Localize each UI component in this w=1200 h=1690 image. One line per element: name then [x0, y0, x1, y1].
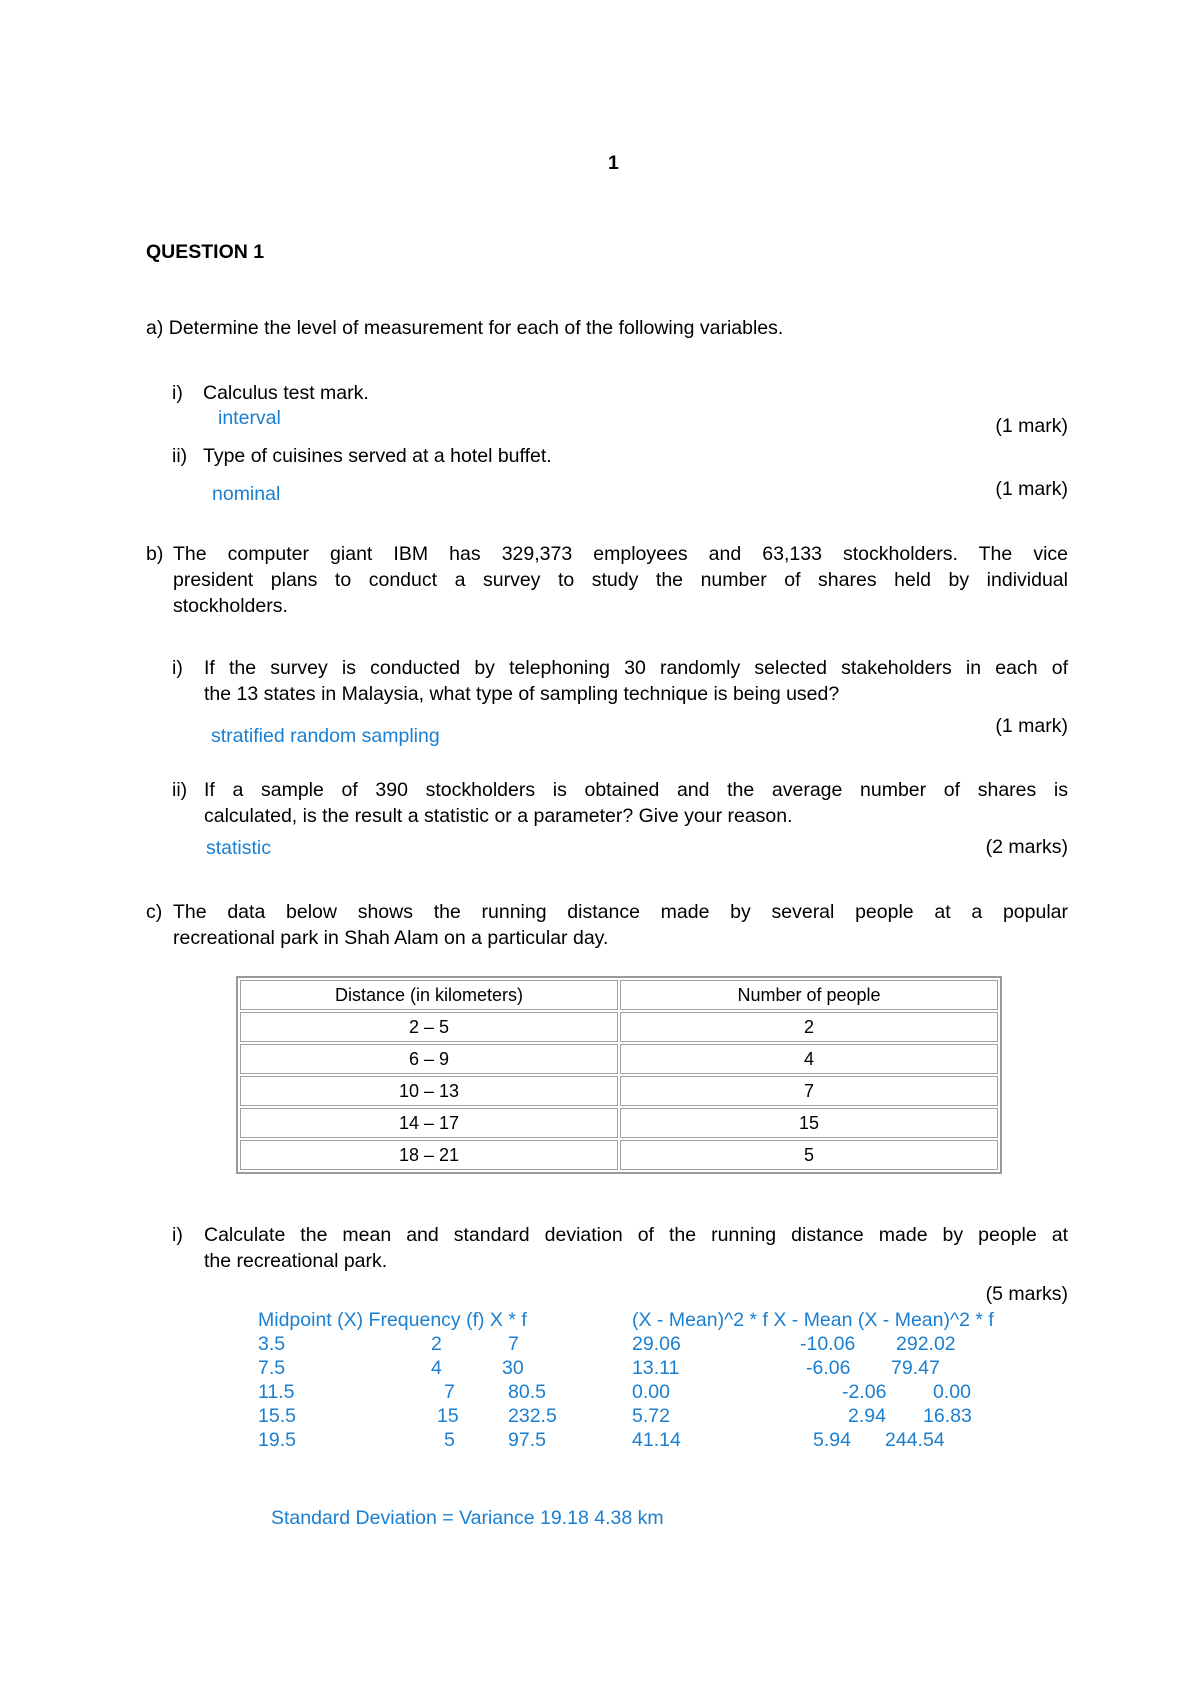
- part-a-i-answer: interval: [218, 407, 281, 429]
- part-b-i-text: [204, 655, 1068, 707]
- calc-cell: -6.06: [806, 1357, 851, 1379]
- calc-cell: 13.11: [632, 1357, 680, 1379]
- table-cell: 14 – 17: [240, 1108, 618, 1138]
- part-c-label: c): [146, 901, 163, 923]
- part-b-i-label: i): [172, 657, 183, 679]
- calc-cell: 5.94: [813, 1429, 851, 1451]
- calc-cell: 7: [444, 1381, 455, 1403]
- part-b-i-line: If the survey is conducted by telephoning 30 randomly selected stakeholders in each of: [204, 657, 1068, 679]
- calc-cell: 41.14: [632, 1429, 681, 1451]
- table-cell: 7: [620, 1076, 998, 1106]
- part-c-i-text: [204, 1222, 1068, 1274]
- calc-cell: 15.5: [258, 1405, 296, 1427]
- part-a-prompt: a) Determine the level of measurement for each of the following variables.: [146, 317, 784, 339]
- calc-cell: 7.5: [258, 1357, 286, 1379]
- calc-cell: 15: [437, 1405, 459, 1427]
- calc-cell: 11.5: [258, 1381, 295, 1403]
- part-b-i-mark: (1 mark): [995, 715, 1068, 737]
- part-b-label: b): [146, 543, 164, 565]
- calc-cell: 2.94: [848, 1405, 886, 1427]
- part-c-i-label: i): [172, 1224, 183, 1246]
- table-cell: 2: [620, 1012, 998, 1042]
- calc-header-left: Midpoint (X) Frequency (f) X * f: [258, 1309, 527, 1331]
- part-a-i-text: Calculus test mark.: [203, 382, 369, 404]
- table-row: [240, 1012, 998, 1042]
- calc-cell: 3.5: [258, 1333, 286, 1355]
- part-a-i-mark: (1 mark): [995, 415, 1068, 437]
- part-c-text: [173, 899, 1068, 951]
- table-cell: 4: [620, 1044, 998, 1074]
- table-row: [240, 1108, 998, 1138]
- calc-cell: 4: [431, 1357, 442, 1379]
- part-c-i-line: Calculate the mean and standard deviation of the running distance made by people at: [204, 1224, 1068, 1246]
- calc-cell: 244.54: [885, 1429, 945, 1451]
- calc-cell: 232.5: [508, 1405, 557, 1427]
- table-row: [240, 1140, 998, 1170]
- part-c-line: The data below shows the running distance made by several people at a popular: [173, 901, 1068, 923]
- part-a-ii-text: Type of cuisines served at a hotel buffet.: [203, 445, 552, 467]
- part-a-ii-answer: nominal: [212, 483, 281, 505]
- part-b-i-answer: stratified random sampling: [211, 725, 440, 747]
- part-a-i-label: i): [172, 382, 183, 404]
- table-header-row: [240, 980, 998, 1010]
- part-b-line: stockholders.: [173, 595, 288, 617]
- calc-cell: 29.06: [632, 1333, 681, 1355]
- table-row: [240, 1076, 998, 1106]
- distance-table: [236, 976, 1002, 1174]
- part-c-i-line: the recreational park.: [204, 1250, 388, 1272]
- calc-cell: -10.06: [800, 1333, 856, 1355]
- calc-header-right: (X - Mean)^2 * f X - Mean (X - Mean)^2 * f: [632, 1309, 994, 1331]
- part-a-ii-label: ii): [172, 445, 188, 467]
- part-b-ii-mark: (2 marks): [985, 836, 1068, 858]
- part-b-line: president plans to conduct a survey to study the number of shares held by individual: [173, 569, 1068, 591]
- part-b-ii-line: If a sample of 390 stockholders is obtained and the average number of shares is: [204, 779, 1068, 801]
- calc-cell: 30: [502, 1357, 524, 1379]
- calc-cell: -2.06: [842, 1381, 887, 1403]
- calc-cell: 0.00: [933, 1381, 971, 1403]
- part-b-i-line: the 13 states in Malaysia, what type of sampling technique is being used?: [204, 683, 840, 705]
- table-cell: 6 – 9: [240, 1044, 618, 1074]
- table-cell: 15: [620, 1108, 998, 1138]
- part-b-ii-label: ii): [172, 779, 188, 801]
- table-cell: 2 – 5: [240, 1012, 618, 1042]
- part-b-ii-line: calculated, is the result a statistic or a parameter? Give your reason.: [204, 805, 793, 827]
- calc-cell: 7: [508, 1333, 519, 1355]
- table-header-cell: Number of people: [620, 980, 998, 1010]
- table-header-cell: Distance (in kilometers): [240, 980, 618, 1010]
- calc-cell: 0.00: [632, 1381, 670, 1403]
- table-cell: 10 – 13: [240, 1076, 618, 1106]
- calc-cell: 19.5: [258, 1429, 296, 1451]
- part-b-text: [173, 541, 1068, 619]
- calc-cell: 97.5: [508, 1429, 546, 1451]
- calc-cell: 292.02: [896, 1333, 956, 1355]
- part-c-i-mark: (5 marks): [985, 1283, 1068, 1305]
- calc-cell: 2: [431, 1333, 442, 1355]
- page-number: 1: [608, 152, 619, 174]
- part-b-ii-text: [204, 777, 1068, 829]
- part-b-line: The computer giant IBM has 329,373 employees and 63,133 stockholders. The vice: [173, 543, 1068, 565]
- part-c-line: recreational park in Shah Alam on a particular day.: [173, 927, 609, 949]
- calc-cell: 80.5: [508, 1381, 546, 1403]
- calc-cell: 5.72: [632, 1405, 670, 1427]
- calc-cell: 5: [444, 1429, 455, 1451]
- calc-cell: 16.83: [923, 1405, 972, 1427]
- question-heading: QUESTION 1: [146, 241, 265, 263]
- part-b-ii-answer: statistic: [206, 837, 272, 859]
- table-row: [240, 1044, 998, 1074]
- calc-cell: 79.47: [891, 1357, 940, 1379]
- part-a-ii-mark: (1 mark): [995, 478, 1068, 500]
- table-cell: 18 – 21: [240, 1140, 618, 1170]
- table-cell: 5: [620, 1140, 998, 1170]
- std-dev-result: Standard Deviation = Variance 19.18 4.38 km: [271, 1507, 664, 1529]
